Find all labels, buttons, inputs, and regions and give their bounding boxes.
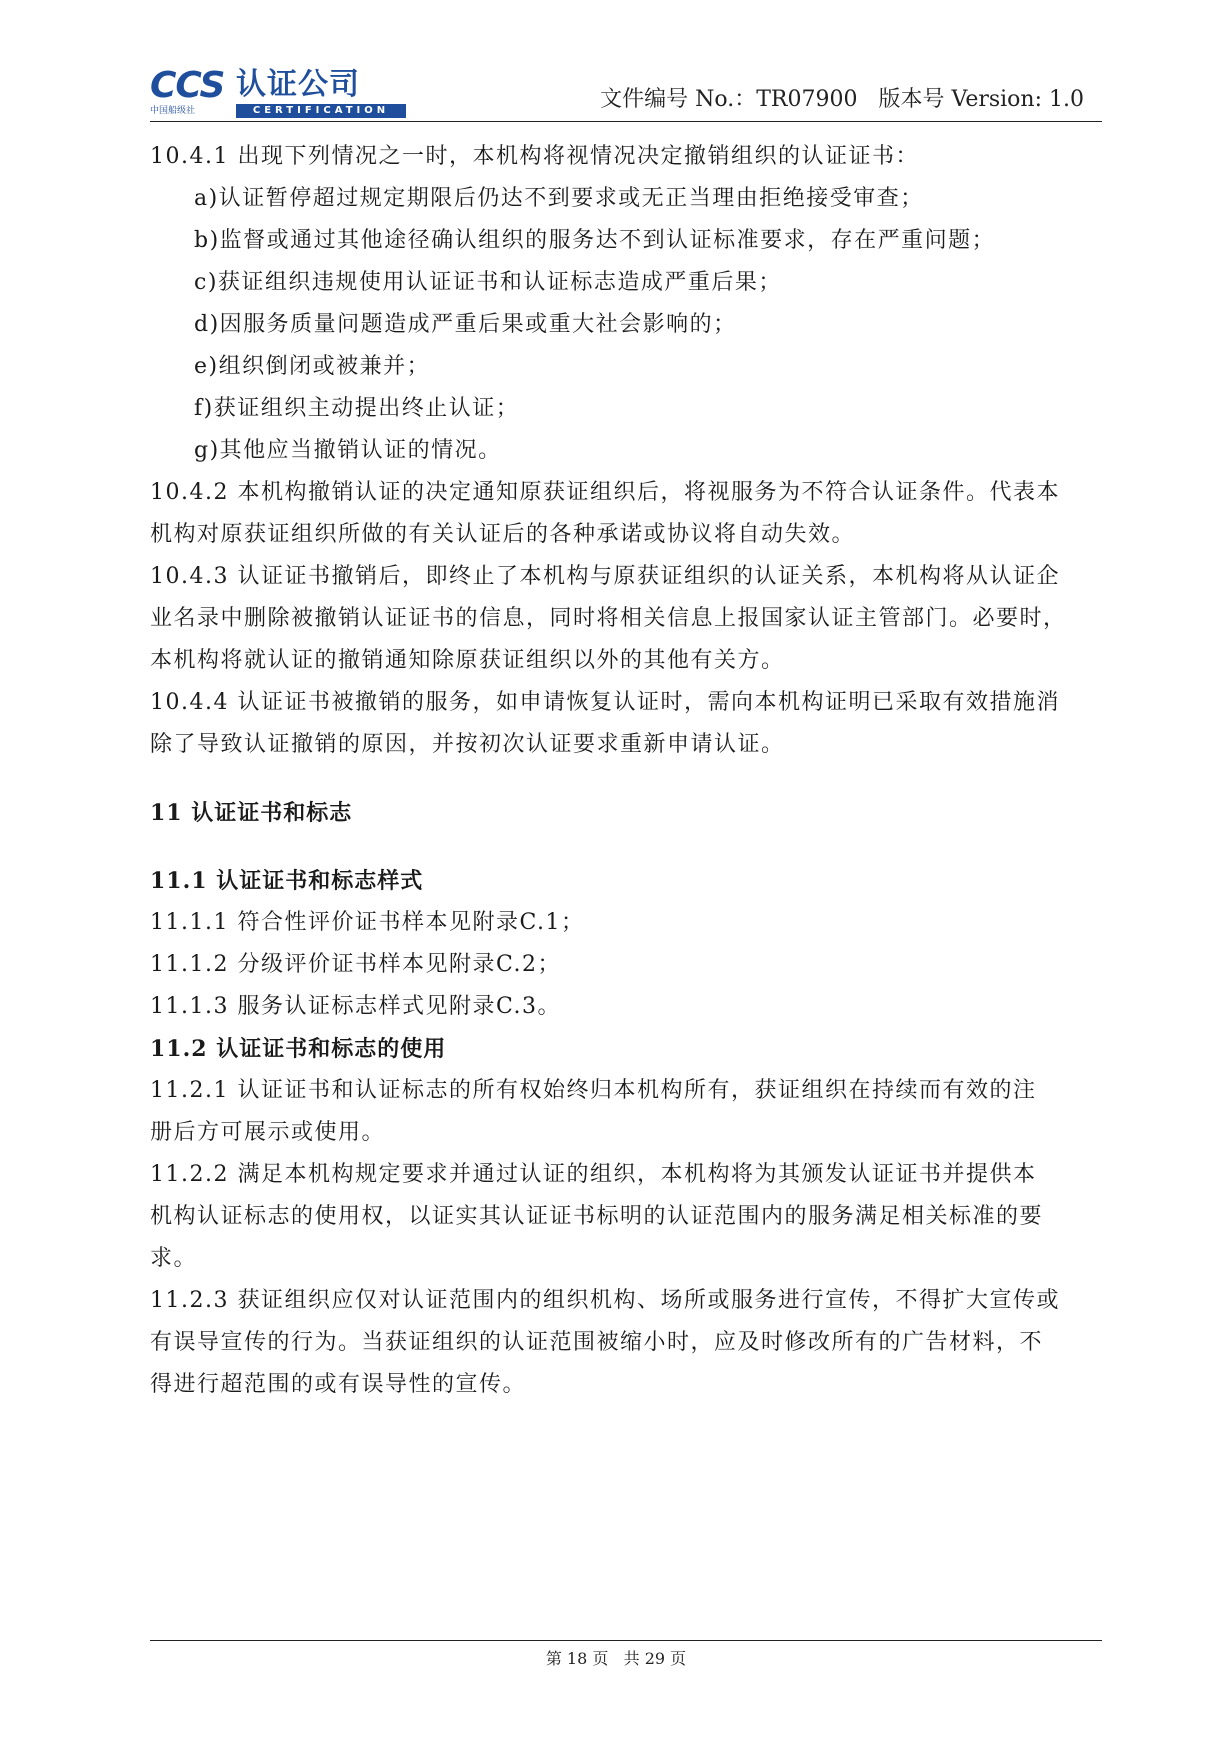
clause-11-2-3-cont-1: 有误导宣传的行为。当获证组织的认证范围被缩小时，应及时修改所有的广告材料，不 <box>150 1330 1044 1355</box>
clause-10-4-3-cont-2: 本机构将就认证的撤销通知除原获证组织以外的其他有关方。 <box>150 648 785 673</box>
list-item-e: e)组织倒闭或被兼并； <box>194 354 431 379</box>
clause-10-4-3: 10.4.3 认证证书撤销后，即终止了本机构与原获证组织的认证关系，本机构将从认证企 <box>150 564 1060 589</box>
clause-11-2-1: 11.2.1 认证证书和认证标志的所有权始终归本机构所有，获证组织在持续而有效的注 <box>150 1078 1037 1103</box>
page-number: 第 18 页 共 29 页 <box>545 1649 687 1668</box>
clause-11-2-3: 11.2.3 获证组织应仅对认证范围内的组织机构、场所或服务进行宣传，不得扩大宣传或 <box>150 1288 1060 1313</box>
list-item-d: d)因服务质量问题造成严重后果或重大社会影响的； <box>194 312 737 337</box>
ccs-certification-logo <box>150 65 410 120</box>
section-11-1-heading: 11.1 认证证书和标志样式 <box>150 868 424 894</box>
clause-10-4-4-cont: 除了导致认证撤销的原因，并按初次认证要求重新申请认证。 <box>150 732 785 757</box>
clause-10-4-3-cont-1: 业名录中删除被撤销认证证书的信息，同时将相关信息上报国家认证主管部门。必要时， <box>150 606 1067 631</box>
clause-11-1-3: 11.1.3 服务认证标志样式见附录C.3。 <box>150 994 562 1019</box>
list-item-b: b)监督或通过其他途径确认组织的服务达不到认证标准要求，存在严重问题； <box>194 228 996 253</box>
logo-certification-bar: CERTIFICATION <box>236 104 406 118</box>
list-item-f: f)获证组织主动提出终止认证； <box>194 396 520 421</box>
list-item-g: g)其他应当撤销认证的情况。 <box>194 438 502 463</box>
clause-10-4-2: 10.4.2 本机构撤销认证的决定通知原获证组织后，将视服务为不符合认证条件。代表本 <box>150 480 1060 505</box>
clause-10-4-1: 10.4.1 出现下列情况之一时，本机构将视情况决定撤销组织的认证证书： <box>150 144 919 169</box>
clause-10-4-2-cont: 机构对原获证组织所做的有关认证后的各种承诺或协议将自动失效。 <box>150 522 856 547</box>
section-11-2-heading: 11.2 认证证书和标志的使用 <box>150 1036 447 1062</box>
clause-11-2-2-cont-1: 机构认证标志的使用权，以证实其认证证书标明的认证范围内的服务满足相关标准的要 <box>150 1204 1044 1229</box>
clause-11-2-2: 11.2.2 满足本机构规定要求并通过认证的组织，本机构将为其颁发认证证书并提供本 <box>150 1162 1037 1187</box>
list-item-a: a)认证暂停超过规定期限后仍达不到要求或无正当理由拒绝接受审查； <box>194 186 924 211</box>
clause-11-2-1-cont: 册后方可展示或使用。 <box>150 1120 386 1145</box>
clause-11-2-2-cont-2: 求。 <box>150 1246 198 1271</box>
logo-chinese-title: 认证公司 <box>236 67 360 102</box>
clause-11-1-2: 11.1.2 分级评价证书样本见附录C.2； <box>150 952 562 977</box>
clause-11-1-1: 11.1.1 符合性评价证书样本见附录C.1； <box>150 910 585 935</box>
footer-divider <box>150 1640 1102 1641</box>
document-number-version: 文件编号 No.：TR07900 版本号 Version: 1.0 <box>600 87 1084 112</box>
clause-10-4-4: 10.4.4 认证证书被撤销的服务，如申请恢复认证时，需向本机构证明已采取有效措施消 <box>150 690 1060 715</box>
header-divider <box>150 121 1102 122</box>
page-header <box>150 65 1102 120</box>
logo-subtitle: 中国船级社 <box>150 106 196 116</box>
logo-ccs-text: CCS <box>150 65 225 106</box>
section-11-heading: 11 认证证书和标志 <box>150 800 353 826</box>
list-item-c: c)获证组织违规使用认证证书和认证标志造成严重后果； <box>194 270 782 295</box>
clause-11-2-3-cont-2: 得进行超范围的或有误导性的宣传。 <box>150 1372 527 1397</box>
